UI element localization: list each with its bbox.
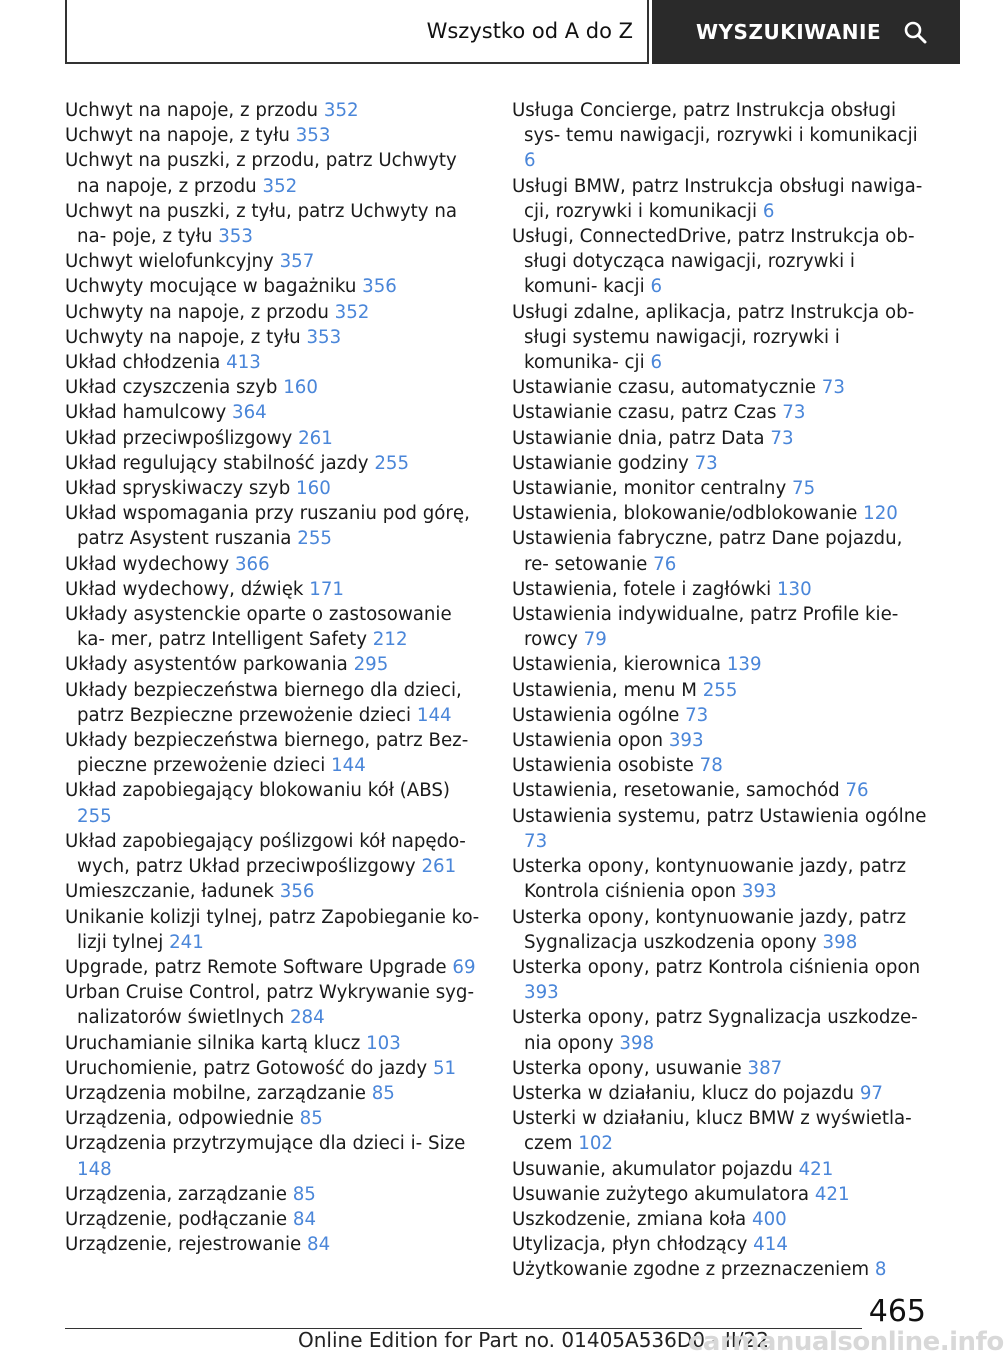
search-icon [903, 20, 927, 44]
entry-text: Usterki w działaniu, klucz BMW z wyświetla‐ czem [512, 1108, 912, 1155]
index-entry [65, 1232, 485, 1257]
index-entry [512, 526, 932, 576]
index-entry [512, 728, 932, 753]
entry-text: Ustawienia, resetowanie, samochód [512, 780, 840, 802]
index-entry [65, 350, 485, 375]
index-entry [512, 451, 932, 476]
index-entry [512, 1106, 932, 1156]
entry-text: Ustawienia, menu M [512, 679, 697, 701]
entry-text: Uchwyt wielofunkcyjny [65, 251, 274, 273]
index-entry [65, 451, 485, 476]
entry-page-link[interactable]: 103 [366, 1032, 401, 1054]
entry-text: Ustawienia ogólne [512, 704, 680, 726]
entry-page-link[interactable]: 352 [334, 301, 370, 323]
entry-text: Uszkodzenie, zmiana koła [512, 1208, 747, 1230]
entry-text: Usterka w działaniu, klucz do pojazdu [512, 1082, 855, 1104]
entry-text: Układ spryskiwaczy szyb [65, 478, 291, 500]
index-entry [512, 804, 932, 854]
entry-text: Ustawianie dnia, patrz Data [512, 427, 765, 449]
index-entry [65, 249, 485, 274]
entry-page-link[interactable]: 356 [362, 276, 397, 298]
index-entry [65, 375, 485, 400]
entry-page-link[interactable]: 393 [741, 881, 777, 903]
entry-text: Usuwanie, akumulator pojazdu [512, 1158, 793, 1180]
entry-page-link[interactable]: 69 [452, 956, 476, 978]
entry-text: Ustawienia systemu, patrz Ustawienia ogólne [512, 805, 927, 827]
index-entry [512, 703, 932, 728]
index-entry [65, 325, 485, 350]
entry-page-link[interactable]: 352 [323, 100, 359, 121]
entry-text: Ustawienia indywidualne, patrz Profile kie‐ rowcy [512, 604, 899, 651]
entry-page-link[interactable]: 130 [776, 578, 812, 600]
entry-text: Układy asystentów parkowania [65, 654, 348, 676]
entry-page-link[interactable]: 255 [702, 679, 738, 701]
entry-page-link[interactable]: 75 [792, 478, 816, 500]
index-entry [65, 1031, 485, 1056]
entry-page-link[interactable]: 421 [814, 1183, 850, 1205]
entry-page-link[interactable]: 160 [296, 478, 331, 500]
entry-page-link[interactable]: 353 [306, 326, 342, 348]
entry-text: Usterka opony, kontynuowanie jazdy, patrz Kontrola ciśnienia opon [512, 856, 907, 903]
entry-page-link[interactable]: 144 [416, 704, 452, 726]
entry-page-link[interactable]: 6 [524, 150, 536, 172]
entry-text: Układ regulujący stabilność jazdy [65, 452, 369, 474]
entry-page-link[interactable]: 78 [699, 755, 723, 777]
entry-text: Urządzenie, podłączanie [65, 1208, 288, 1230]
watermark: carmanualsonline.info [688, 1327, 1004, 1357]
index-entry [65, 955, 485, 980]
index-entry [65, 602, 485, 652]
index-entry [65, 148, 485, 198]
entry-page-link[interactable]: 255 [77, 805, 112, 827]
entry-text: Układ wydechowy [65, 553, 230, 575]
entry-text: Usterka opony, patrz Kontrola ciśnienia opon [512, 956, 921, 978]
entry-text: Układ zapobiegający poślizgowi kół napędo‐ wych, patrz Układ przeciwpoślizgowy [65, 830, 466, 878]
index-entry [512, 426, 932, 451]
entry-text: Usterka opony, kontynuowanie jazdy, patrz Sygnalizacja uszkodzenia opony [512, 906, 907, 953]
entry-text: Ustawianie czasu, automatycznie [512, 377, 816, 399]
entry-page-link[interactable]: 353 [218, 226, 253, 248]
entry-text: Układ zapobiegający blokowaniu kół (ABS) [65, 780, 451, 802]
index-entry [65, 501, 485, 551]
entry-page-link[interactable]: 357 [279, 251, 315, 273]
index-entry [512, 753, 932, 778]
index-entry [512, 678, 932, 703]
entry-page-link[interactable]: 120 [863, 503, 898, 525]
entry-page-link[interactable]: 212 [372, 629, 408, 651]
entry-text: Ustawianie, monitor centralny [512, 478, 787, 500]
entry-page-link[interactable]: 79 [583, 629, 607, 651]
entry-text: Układ chłodzenia [65, 352, 221, 374]
index-entry [65, 98, 485, 123]
entry-page-link[interactable]: 366 [234, 553, 270, 575]
index-entry [512, 300, 932, 376]
entry-page-link[interactable]: 421 [798, 1158, 834, 1180]
entry-page-link[interactable]: 76 [653, 553, 677, 575]
entry-text: Układ czyszczenia szyb [65, 377, 278, 399]
entry-text: Unikanie kolizji tylnej, patrz Zapobieganie ko‐ lizji tylnej [65, 906, 480, 953]
index-entry [512, 1005, 932, 1055]
search-button[interactable] [652, 0, 960, 64]
edition-text: Online Edition for Part no. 01405A536D0 - II/22 [298, 1328, 769, 1352]
entry-page-link[interactable]: 414 [753, 1234, 788, 1256]
entry-page-link[interactable]: 76 [845, 780, 869, 802]
entry-page-link[interactable]: 171 [309, 578, 344, 600]
entry-page-link[interactable]: 393 [524, 982, 559, 1004]
entry-text: Uchwyt na napoje, z tyłu [65, 125, 290, 147]
entry-page-link[interactable]: 387 [747, 1057, 783, 1079]
entry-page-link[interactable]: 73 [685, 704, 709, 726]
index-entry [65, 199, 485, 249]
index-column-left [65, 98, 485, 1257]
entry-page-link[interactable]: 364 [232, 402, 267, 424]
entry-text: Usługa Concierge, patrz Instrukcja obsługi sys‐ temu nawigacji, rozrywki i komunikacji [512, 100, 918, 147]
entry-page-link[interactable]: 352 [262, 175, 298, 197]
index-entry [65, 728, 485, 778]
entry-text: Układ wspomagania przy ruszaniu pod górę, patrz Asystent ruszania [65, 503, 470, 550]
entry-text: Ustawienia, kierownica [512, 654, 722, 676]
entry-text: Urban Cruise Control, patrz Wykrywanie syg‐ nalizatorów świetlnych [65, 982, 475, 1029]
entry-page-link[interactable]: 84 [292, 1208, 317, 1230]
section-header [65, 0, 649, 64]
index-entry [512, 98, 932, 174]
entry-text: Uchwyty na napoje, z przodu [65, 301, 329, 323]
entry-text: Urządzenia, odpowiednie [65, 1108, 294, 1130]
index-column-right [512, 98, 932, 1283]
entry-text: Ustawianie czasu, patrz Czas [512, 402, 777, 424]
entry-page-link[interactable]: 73 [821, 377, 845, 399]
entry-text: Ustawienia, fotele i zagłówki [512, 578, 772, 600]
search-label: WYSZUKIWANIE [696, 20, 882, 44]
entry-text: Usługi BMW, patrz Instrukcja obsługi nawiga‐ cji, rozrywki i komunikacji [512, 175, 923, 222]
index-entry [65, 678, 485, 728]
entry-text: Usługi, ConnectedDrive, patrz Instrukcja ob‐ sługi dotycząca nawigacji, rozrywki i komuni‐ kacji [512, 226, 915, 298]
index-entry [512, 854, 932, 904]
entry-text: Uchwyt na puszki, z tyłu, patrz Uchwyty na na‐ poje, z tyłu [65, 200, 458, 248]
index-entry [512, 375, 932, 400]
entry-page-link[interactable]: 400 [752, 1208, 787, 1230]
entry-text: Uchwyty na napoje, z tyłu [65, 326, 301, 348]
entry-page-link[interactable]: 6 [650, 352, 663, 374]
entry-page-link[interactable]: 255 [374, 452, 410, 474]
index-entry [65, 476, 485, 501]
index-entry [512, 1232, 932, 1257]
entry-page-link[interactable]: 73 [524, 830, 548, 852]
index-entry [512, 955, 932, 1005]
entry-page-link[interactable]: 393 [668, 730, 704, 752]
index-entry [512, 501, 932, 526]
entry-page-link[interactable]: 6 [650, 276, 663, 298]
entry-page-link[interactable]: 261 [421, 856, 457, 878]
index-entry [512, 1207, 932, 1232]
index-entry [65, 274, 485, 299]
entry-text: Układy bezpieczeństwa biernego dla dzieci, patrz Bezpieczne przewożenie dzieci [65, 679, 462, 726]
entry-text: Uchwyty mocujące w bagażniku [65, 276, 357, 298]
entry-text: Ustawienia osobiste [512, 755, 694, 777]
page-number: 465 [868, 1294, 926, 1329]
entry-page-link[interactable]: 353 [295, 125, 331, 147]
entry-page-link[interactable]: 398 [619, 1032, 655, 1054]
index-entry [512, 1257, 932, 1282]
entry-page-link[interactable]: 295 [353, 654, 389, 676]
entry-text: Utylizacja, płyn chłodzący [512, 1234, 748, 1256]
entry-text: Ustawienia fabryczne, patrz Dane pojazdu, re‐ setowanie [512, 528, 903, 575]
entry-page-link[interactable]: 241 [169, 931, 204, 953]
entry-text: Ustawienia, blokowanie/odblokowanie [512, 503, 858, 525]
entry-page-link[interactable]: 356 [279, 881, 315, 903]
index-entry [65, 552, 485, 577]
entry-page-link[interactable]: 102 [578, 1133, 613, 1155]
entry-text: Usługi zdalne, aplikacja, patrz Instrukcja ob‐ sługi systemu nawigacji, rozrywki i komunika‐ cji [512, 301, 915, 374]
index-entry [65, 1182, 485, 1207]
entry-text: Urządzenie, rejestrowanie [65, 1234, 302, 1256]
entry-page-link[interactable]: 8 [874, 1259, 887, 1281]
entry-page-link[interactable]: 398 [822, 931, 858, 953]
index-entry [65, 652, 485, 677]
index-entry [65, 1081, 485, 1106]
entry-text: Usterka opony, usuwanie [512, 1057, 742, 1079]
index-entry [512, 905, 932, 955]
index-entry [512, 1056, 932, 1081]
entry-text: Usterka opony, patrz Sygnalizacja uszkodze‐ nia opony [512, 1007, 918, 1054]
index-entry [512, 652, 932, 677]
entry-page-link[interactable]: 148 [77, 1158, 112, 1180]
index-entry [512, 778, 932, 803]
index-entry [65, 577, 485, 602]
entry-page-link[interactable]: 85 [371, 1082, 395, 1104]
section-title: Wszystko od A do Z [426, 19, 633, 43]
entry-page-link[interactable]: 284 [289, 1007, 325, 1029]
index-entry [65, 1106, 485, 1131]
index-entry [512, 174, 932, 224]
entry-text: Uruchomienie, patrz Gotowość do jazdy [65, 1057, 428, 1079]
index-entry [512, 1157, 932, 1182]
entry-text: Upgrade, patrz Remote Software Upgrade [65, 956, 447, 978]
entry-page-link[interactable]: 84 [307, 1234, 331, 1256]
entry-page-link[interactable]: 255 [297, 528, 332, 550]
index-entry [65, 905, 485, 955]
entry-text: Układ przeciwpoślizgowy [65, 427, 293, 449]
entry-text: Układy bezpieczeństwa biernego, patrz Bez‐ pieczne przewożenie dzieci [65, 730, 469, 777]
entry-page-link[interactable]: 139 [726, 654, 762, 676]
entry-page-link[interactable]: 73 [782, 402, 806, 424]
entry-text: Układ wydechowy, dźwięk [65, 578, 304, 600]
entry-text: Uchwyt na napoje, z przodu [65, 100, 319, 121]
entry-text: Uruchamianie silnika kartą klucz [65, 1032, 361, 1054]
entry-page-link[interactable]: 85 [292, 1183, 316, 1205]
entry-page-link[interactable]: 97 [859, 1082, 883, 1104]
index-entry [65, 1131, 485, 1181]
index-entry [512, 224, 932, 300]
entry-page-link[interactable]: 160 [283, 377, 318, 399]
entry-text: Urządzenia przytrzymujące dla dzieci i- Size [65, 1133, 466, 1155]
entry-page-link[interactable]: 85 [299, 1108, 323, 1130]
entry-page-link[interactable]: 413 [226, 352, 261, 374]
index-entry [512, 577, 932, 602]
entry-text: Układy asystenckie oparte o zastosowanie ka‐ mer, patrz Intelligent Safety [65, 604, 452, 651]
entry-text: Użytkowanie zgodne z przeznaczeniem [512, 1259, 870, 1281]
entry-text: Usuwanie zużytego akumulatora [512, 1183, 810, 1205]
entry-text: Umieszczanie, ładunek [65, 881, 274, 903]
index-entry [65, 1056, 485, 1081]
index-entry [65, 980, 485, 1030]
entry-page-link[interactable]: 6 [762, 200, 775, 222]
entry-text: Ustawianie godziny [512, 452, 689, 474]
index-entry [65, 829, 485, 879]
index-entry [512, 400, 932, 425]
index-entry [512, 1182, 932, 1207]
entry-text: Ustawienia opon [512, 730, 664, 752]
entry-text: Urządzenia, zarządzanie [65, 1183, 287, 1205]
entry-page-link[interactable]: 51 [432, 1057, 457, 1079]
index-entry [512, 476, 932, 501]
entry-text: Urządzenia mobilne, zarządzanie [65, 1082, 366, 1104]
index-entry [65, 879, 485, 904]
index-entry [65, 1207, 485, 1232]
index-entry [512, 602, 932, 652]
index-entry [65, 778, 485, 828]
index-entry [512, 1081, 932, 1106]
index-entry [65, 400, 485, 425]
entry-page-link[interactable]: 73 [694, 452, 718, 474]
index-entry [65, 123, 485, 148]
entry-text: Układ hamulcowy [65, 402, 227, 424]
entry-text: Uchwyt na puszki, z przodu, patrz Uchwyty na napoje, z przodu [65, 150, 457, 197]
entry-page-link[interactable]: 73 [770, 427, 794, 449]
entry-page-link[interactable]: 144 [331, 755, 366, 777]
entry-page-link[interactable]: 261 [298, 427, 333, 449]
index-entry [65, 426, 485, 451]
index-entry [65, 300, 485, 325]
